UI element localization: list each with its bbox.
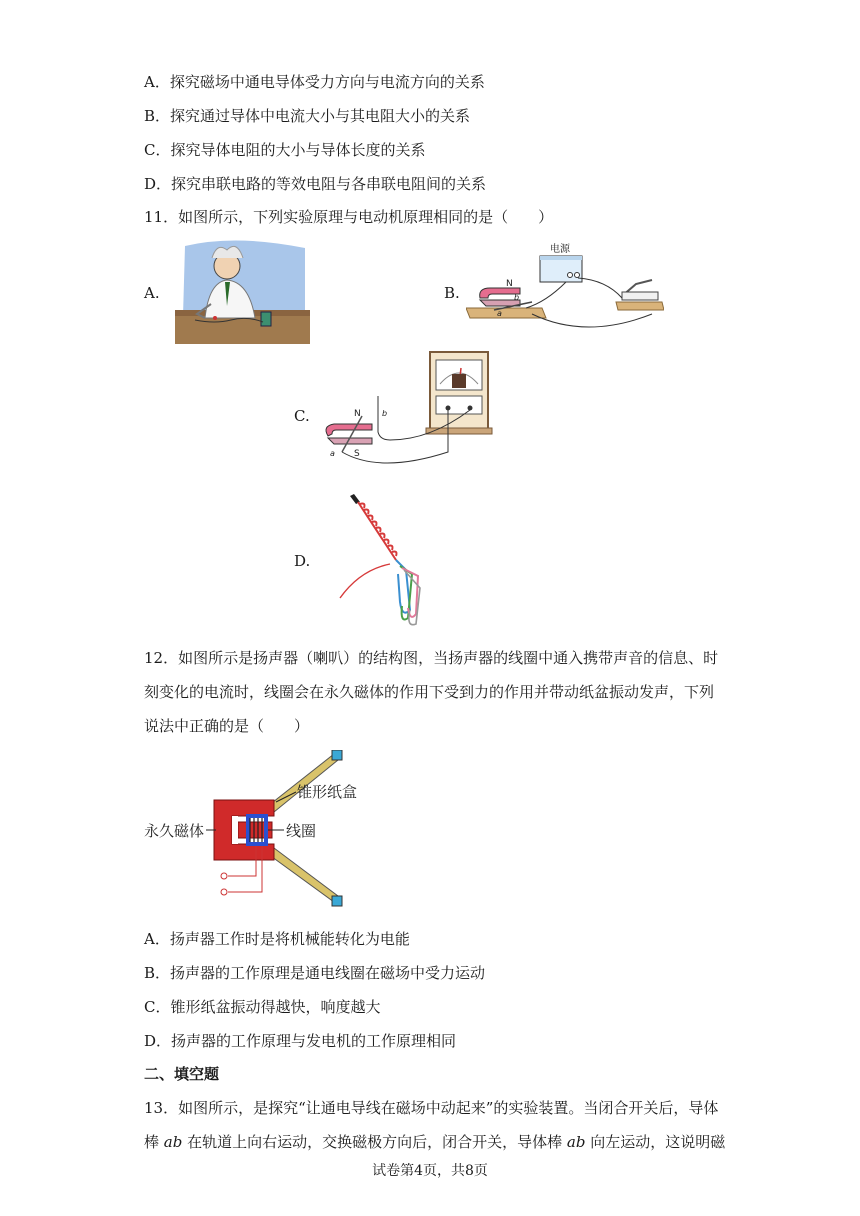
q10-option-a: A．探究磁场中通电导体受力方向与电流方向的关系	[144, 73, 485, 91]
magnet-label: 永久磁体	[144, 822, 205, 840]
q13-line-1: 13．如图所示，是探究“让通电导线在磁场中动起来”的实验装置。当闭合开关后，导体	[144, 1099, 719, 1117]
q10-option-b: B．探究通过导体中电流大小与其电阻大小的关系	[144, 107, 471, 125]
q11-figure-a-scientist	[175, 238, 310, 344]
q11-label-c: C.	[294, 407, 310, 425]
magnet-s-label: S	[354, 449, 360, 459]
magnet-n-label: N	[354, 409, 361, 419]
q12-figure-speaker	[144, 750, 384, 915]
q12-option-c: C．锥形纸盆振动得越快，响度越大	[144, 998, 381, 1016]
power-label: 电源	[550, 244, 570, 255]
q11-label-b: B.	[444, 284, 460, 302]
cone-label: 锥形纸盒	[297, 783, 358, 801]
q11-label-d: D.	[294, 552, 311, 570]
q13-text-segment: 在轨道上向右运动，交换磁极方向后，闭合开关，导体棒	[182, 1133, 567, 1151]
q12-option-b: B．扬声器的工作原理是通电线圈在磁场中受力运动	[144, 964, 486, 982]
q12-option-a: A．扬声器工作时是将机械能转化为电能	[144, 930, 410, 948]
q13-conductor-ab: ab	[566, 1133, 586, 1151]
rail-a-label: a	[497, 309, 502, 318]
q11-figure-d-electromagnet	[330, 490, 430, 630]
q12-option-d: D．扬声器的工作原理与发电机的工作原理相同	[144, 1032, 457, 1050]
q12-stem-line-3: 说法中正确的是（ ）	[144, 717, 310, 735]
q13-text-segment: 棒	[144, 1133, 164, 1151]
wire-b-label: b	[382, 409, 388, 418]
q11-stem: 11．如图所示，下列实验原理与电动机原理相同的是（ ）	[144, 208, 554, 226]
q13-conductor-ab: ab	[163, 1133, 183, 1151]
page-footer: 试卷第4页，共8页	[372, 1163, 488, 1179]
coil-label: 线圈	[286, 822, 317, 840]
q10-option-d: D．探究串联电路的等效电阻与各串联电阻间的关系	[144, 175, 487, 193]
q13-text-segment: 向左运动，这说明磁	[585, 1133, 726, 1151]
q11-figure-b-rail-circuit	[466, 240, 664, 340]
rail-b-label: b	[514, 293, 520, 302]
q12-stem-line-1: 12．如图所示是扬声器（喇叭）的结构图，当扬声器的线圈中通入携带声音的信息、时	[144, 649, 719, 667]
q11-label-a: A.	[144, 284, 160, 302]
section-heading: 二、填空题	[144, 1065, 220, 1083]
magnet-n-label: N	[506, 279, 513, 289]
wire-a-label: a	[330, 449, 335, 458]
q10-option-c: C．探究导体电阻的大小与导体长度的关系	[144, 141, 426, 159]
q12-stem-line-2: 刻变化的电流时，线圈会在永久磁体的作用下受到力的作用并带动纸盆振动发声，下列	[144, 683, 715, 701]
q11-figure-c-galvanometer	[320, 348, 500, 478]
q13-line-2	[144, 1132, 725, 1152]
